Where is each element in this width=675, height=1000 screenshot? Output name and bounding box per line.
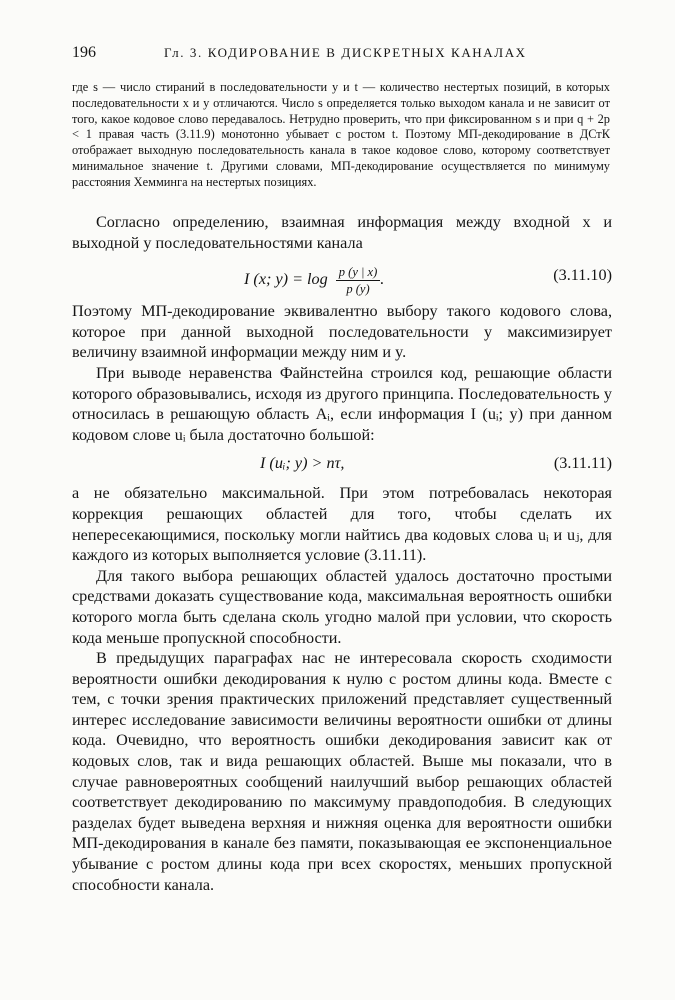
paragraph-6: В предыдущих параграфах нас не интересовала скорость сходимости вероятности ошибки декодирования к нулю с ростом длины кода. Вместе с тем, с точки зрения практических приложений представляет существенный интерес исследование зависимости величины вероятности ошибки от длины кода. Очевидно, что вероятность ошибки декодирования зависит как от кодовых слов, так и вида решающих областей. Выше мы показали, что в случае равновероятных сообщений наилучший выбор решающих областей соответствует декодированию по максимуму правдоподобия. В следующих разделах будет выведена верхняя и нижняя оценка для вероятности ошибки МП-декодирования в канале без памяти, показывающая ее экспоненциальное убывание с ростом длины кода при всех скоростях, меньших пропускной способности канала.: [72, 649, 612, 894]
equation-3-11-11: [72, 447, 612, 483]
small-print-note: [72, 80, 610, 191]
paragraph-3: При выводе неравенства Файнстейна строился код, решающие области которого образовывались, исходя из другого принципа. Последовательность y относилась в решающую область Aᵢ, если информация I (uᵢ; y) при данном кодовом слове uᵢ была достаточно большой:: [72, 363, 612, 444]
note-paragraph: где s — число стираний в последовательности y и t — количество нестертых позиций, в которых последовательности x и y отличаются. Число s определяется только выходом канала и не зависит от того, какое кодовое слово передавалось. Нетрудно проверить, что при фиксированном s и при q + 2p < 1 правая часть (3.11.9) монотонно убывает с ростом t. Поэтому МП-декодирование в ДСтК отображает выходную последовательность канала в такое кодовое слово, которому соответствует минимальное значение t. Другими словами, МП-декодирование осуществляется по минимуму расстояния Хемминга на нестертых позициях.: [72, 80, 610, 189]
fraction-numerator: p (y | x): [336, 265, 380, 281]
paragraph-2: Поэтому МП-декодирование эквивалентно выбору такого кодового слова, которое при данной выходной последовательности y максимизирует величину взаимной информации между ним и y.: [72, 302, 612, 362]
equation-fraction: [336, 265, 380, 296]
page-number: 196: [72, 44, 96, 61]
paragraph-5: Для такого выбора решающих областей удалось достаточно простыми средствами доказать существование кода, максимальная вероятность ошибки которого могла быть сделана сколь угодно малой при условии, что скорость кода меньше пропускной способности.: [72, 566, 612, 647]
page-header: [72, 44, 610, 66]
equation-body: I (uᵢ; y) > nτ,: [260, 454, 345, 473]
equation-body: [244, 265, 384, 296]
paragraph-1: Согласно определению, взаимная информация между входной x и выходной y последовательностями канала: [72, 213, 612, 252]
running-head: Гл. 3. КОДИРОВАНИЕ В ДИСКРЕТНЫХ КАНАЛАХ: [164, 45, 527, 60]
main-text: [72, 212, 612, 895]
equation-3-11-10: [72, 257, 612, 299]
fraction-denominator: p (y): [346, 282, 370, 297]
equation-tail: .: [380, 270, 385, 289]
equation-number: (3.11.10): [553, 266, 612, 285]
paragraph-4: а не обязательно максимальной. При этом потребовалась некоторая коррекция решающих областей для того, чтобы сделать их непересекающимися, поскольку могли найтись два кодовых слова uᵢ и uⱼ, для каждого из которых выполняется условие (3.11.11).: [72, 484, 612, 565]
equation-lhs: I (x; y) = log: [244, 270, 328, 289]
equation-number: (3.11.11): [553, 454, 612, 473]
